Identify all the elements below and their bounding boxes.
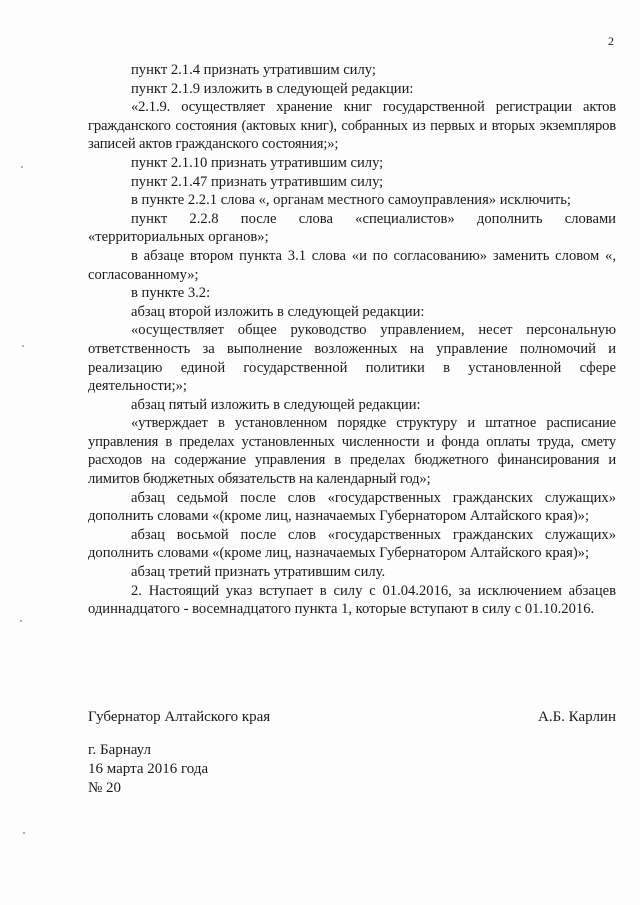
paragraph: абзац второй изложить в следующей редакции:	[131, 303, 425, 320]
paragraph: абзац третий признать утратившим силу.	[131, 564, 386, 581]
paragraph: «утверждает в установленном порядке структуру и штатное расписание управления в пределах установленных численности и фонда оплаты труда, смету расходов на содержание управления в пределах бюджетного финансирования и лимитов бюджетных обязательств на календарный год»;	[88, 415, 616, 488]
scan-speck	[20, 620, 22, 622]
page-number: 2	[608, 34, 614, 48]
signatory-position: Губернатор Алтайского края	[88, 709, 271, 725]
decree-body	[88, 61, 616, 619]
scan-speck	[22, 345, 24, 347]
paragraph: пункт 2.1.4 признать утратившим силу;	[131, 62, 376, 78]
scan-speck	[21, 166, 23, 168]
paragraph: в пункте 2.2.1 слова «, органам местного самоуправления» исключить;	[131, 192, 571, 209]
decree-number: № 20	[88, 780, 122, 796]
paragraph: в абзаце втором пункта 3.1 слова «и по согласованию» заменить словом «, согласованному»;	[88, 247, 616, 283]
signatory-name: А.Б. Карлин	[537, 709, 616, 725]
paragraph: пункт 2.1.9 изложить в следующей редакции:	[131, 80, 414, 97]
paragraph: «2.1.9. осуществляет хранение книг государственной регистрации актов гражданского состояния (актовых книг), собранных из первых и вторых экземпляров записей актов гражданского состояния;»;	[88, 99, 616, 153]
paragraph: пункт 2.1.47 признать утратившим силу;	[131, 173, 384, 190]
city: г. Барнаул	[88, 742, 151, 758]
scan-speck	[23, 832, 25, 834]
paragraph: «осуществляет общее руководство управлением, несет персональную ответственность за выполнение возложенных на управление полномочий и реализацию единой государственной политики в установленной сфере деятельности;»;	[88, 322, 616, 395]
signature-block	[88, 708, 616, 727]
place-date-block	[88, 741, 208, 798]
paragraph: в пункте 3.2:	[131, 285, 211, 302]
paragraph: 2. Настоящий указ вступает в силу с 01.04.2016, за исключением абзацев одиннадцатого - восемнадцатого пункта 1, которые вступают в силу с 01.10.2016.	[88, 582, 616, 618]
paragraph: абзац пятый изложить в следующей редакции:	[131, 396, 421, 413]
paragraph: пункт 2.2.8 после слова «специалистов» дополнить словами «территориальных органов»;	[88, 210, 616, 246]
paragraph: абзац восьмой после слов «государственных гражданских служащих» дополнить словами «(кроме лиц, назначаемых Губернатором Алтайского края)»;	[88, 526, 616, 562]
paragraph: пункт 2.1.10 признать утратившим силу;	[131, 154, 384, 171]
decree-date: 16 марта 2016 года	[88, 761, 209, 777]
paragraph: абзац седьмой после слов «государственных гражданских служащих» дополнить словами «(кроме лиц, назначаемых Губернатором Алтайского края)»;	[88, 489, 616, 525]
